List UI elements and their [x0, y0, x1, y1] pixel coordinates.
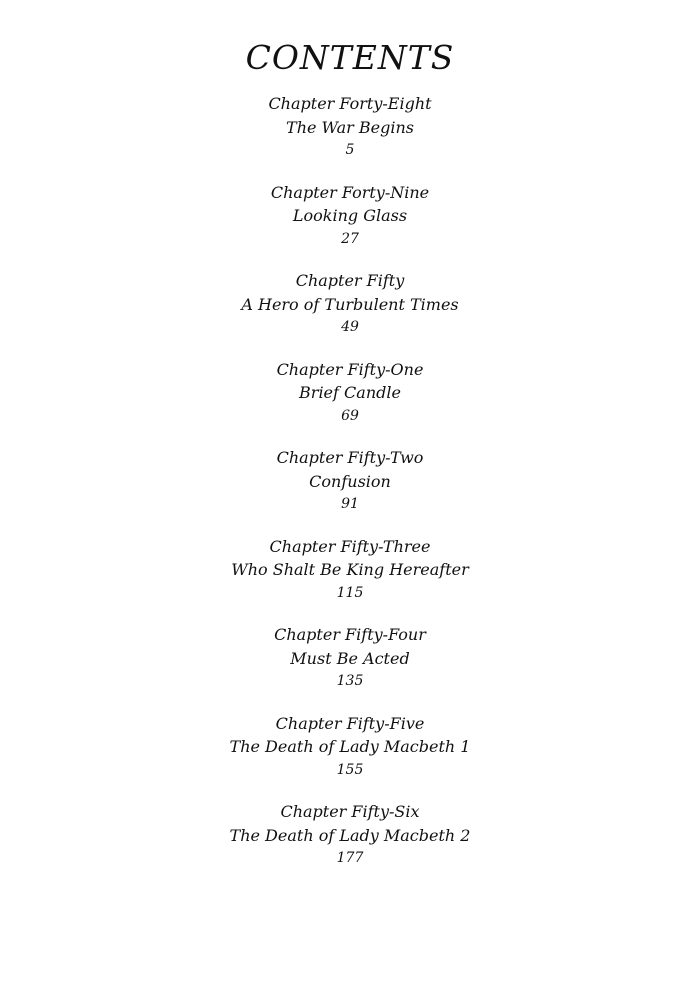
- table-of-contents: [0, 92, 700, 889]
- chapter-title: The Death of Lady Macbeth 1: [229, 737, 471, 756]
- chapter-title: Who Shalt Be King Hereafter: [231, 560, 469, 579]
- chapter-number: Chapter Fifty-Two: [276, 448, 424, 467]
- toc-entry: [0, 535, 700, 606]
- toc-entry: [0, 623, 700, 694]
- chapter-title: Looking Glass: [292, 206, 408, 225]
- chapter-title: Must Be Acted: [290, 648, 410, 668]
- chapter-title: The Death of Lady Macbeth 2: [229, 825, 471, 845]
- toc-entry: [0, 712, 700, 783]
- chapter-number: Chapter Forty-Nine: [270, 182, 430, 202]
- page-number: 5: [345, 142, 355, 158]
- page-number: 69: [341, 407, 359, 424]
- chapter-title: Brief Candle: [299, 383, 401, 402]
- page-number: 115: [336, 584, 364, 601]
- page-number: 49: [341, 319, 359, 335]
- chapter-number: Chapter Fifty-One: [276, 359, 424, 379]
- chapter-title: A Hero of Turbulent Times: [241, 294, 459, 314]
- toc-entry: [0, 446, 700, 517]
- toc-entry: [0, 181, 700, 252]
- chapter-number: Chapter Fifty-Four: [274, 625, 426, 644]
- toc-entry: [0, 269, 700, 340]
- chapter-title: The War Begins: [286, 117, 414, 137]
- chapter-number: Chapter Fifty: [295, 271, 405, 290]
- chapter-number: Chapter Fifty-Three: [269, 536, 431, 556]
- page-number: 91: [341, 496, 359, 512]
- page-number: 27: [341, 230, 359, 247]
- page-number: 155: [336, 761, 364, 778]
- chapter-number: Chapter Fifty-Five: [275, 713, 425, 733]
- page-number: 135: [336, 673, 364, 689]
- chapter-number: Chapter Forty-Eight: [268, 94, 432, 113]
- contents-title: CONTENTS: [245, 38, 455, 77]
- chapter-number: Chapter Fifty-Six: [280, 802, 420, 821]
- toc-entry: [0, 358, 700, 429]
- chapter-title: Confusion: [309, 471, 391, 491]
- toc-entry: [0, 92, 700, 163]
- page-number: 177: [336, 850, 364, 866]
- toc-entry: [0, 800, 700, 871]
